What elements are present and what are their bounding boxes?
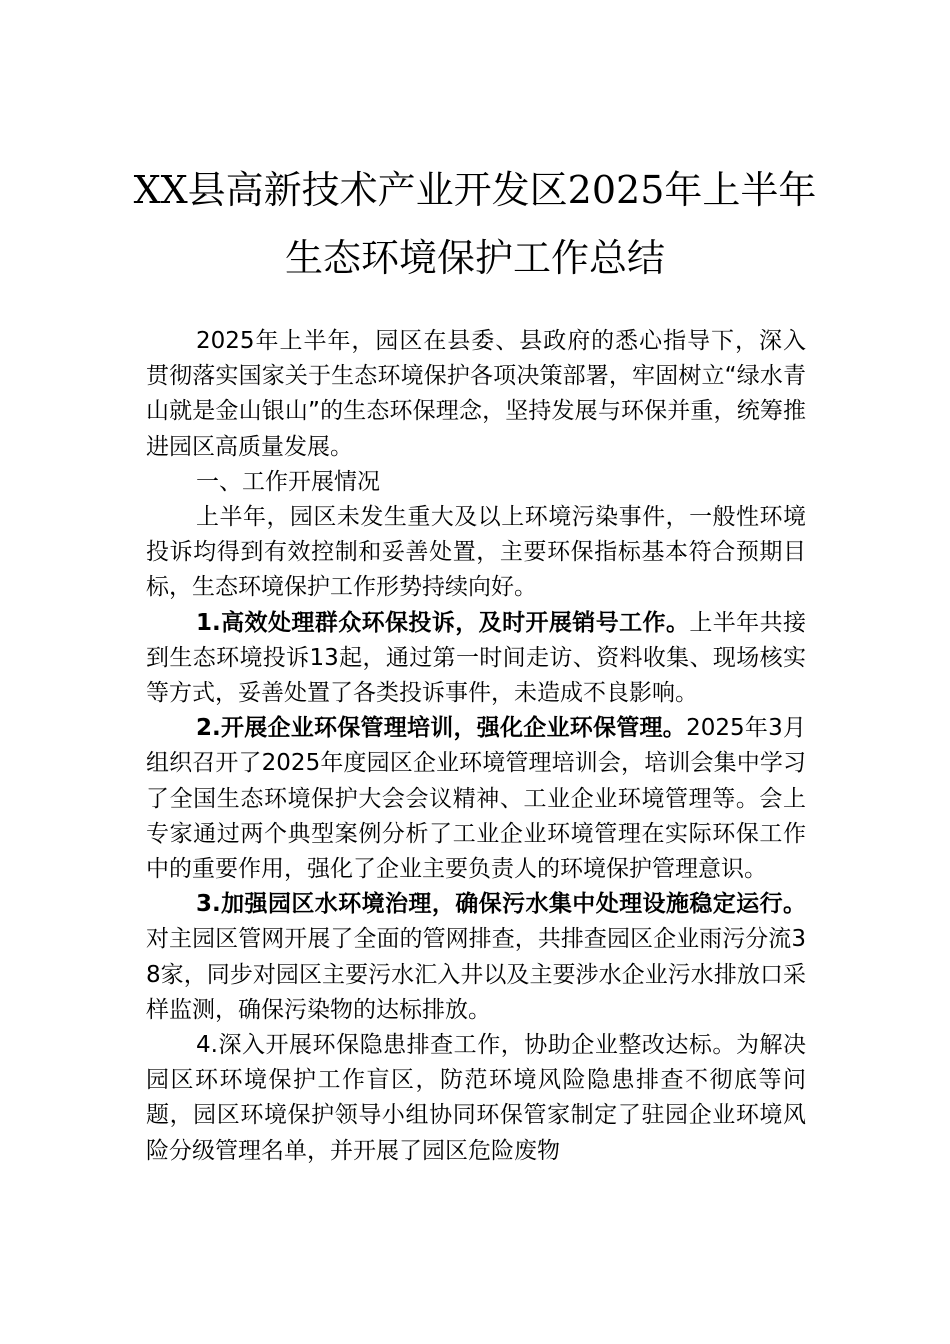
intro-paragraph: 2025年上半年，园区在县委、县政府的悉心指导下，深入贯彻落实国家关于生态环境保护各项决策部署，牢固树立“绿水青山就是金山银山”的生态环保理念，坚持发展与环保并重，统筹推进园区高质量发展。	[146, 328, 806, 460]
item-paragraph-3	[146, 887, 806, 1028]
item-text-1: 上半年共接到生态环境投诉13起，通过第一时间走访、资料收集、现场核实等方式，妥善处置了各类投诉事件，未造成不良影响。	[146, 609, 806, 707]
item-heading-1: 1.高效处理群众环保投诉，及时开展销号工作。	[196, 609, 690, 636]
item-heading-2: 2.开展企业环保管理培训，强化企业环保管理。	[196, 715, 687, 742]
item-text-3: 对主园区管网开展了全面的管网排查，共排查园区企业雨污分流38家，同步对园区主要污水汇入井以及主要涉水企业污水排放口采样监测，确保污染物的达标排放。	[146, 926, 806, 1023]
item-paragraph-1	[146, 606, 806, 712]
item-text-4: 为解决园区环环境保护工作盲区，防范环境风险隐患排查不彻底等问题，园区环境保护领导小组协同环保管家制定了驻园企业环境风险分级管理名单，并开展了园区危险废物	[146, 1032, 806, 1164]
document-title-line-1: XX县高新技术产业开发区2025年上半年	[133, 168, 817, 212]
item-paragraph-4	[146, 1028, 806, 1169]
item-text-2: 2025年3月组织召开了2025年度园区企业环境管理培训会，培训会集中学习了全国生态环境保护大会会议精神、工业企业环境管理等。会上专家通过两个典型案例分析了工业企业环境管理在实际环保工作中的重要作用，强化了企业主要负责人的环境保护管理意识。	[146, 715, 806, 883]
document-body	[146, 324, 806, 1169]
item-heading-3: 3.加强园区水环境治理，确保污水集中处理设施稳定运行。	[196, 891, 806, 918]
item-paragraph-2	[146, 711, 806, 887]
section-heading: 一、工作开展情况	[196, 468, 380, 495]
section-summary-paragraph: 上半年，园区未发生重大及以上环境污染事件，一般性环境投诉均得到有效控制和妥善处置，主要环保指标基本符合预期目标，生态环境保护工作形势持续向好。	[146, 504, 806, 601]
document-title-line-2: 生态环境保护工作总结	[284, 236, 665, 280]
item-heading-4: 4.深入开展环保隐患排查工作，协助企业整改达标。	[196, 1032, 736, 1059]
